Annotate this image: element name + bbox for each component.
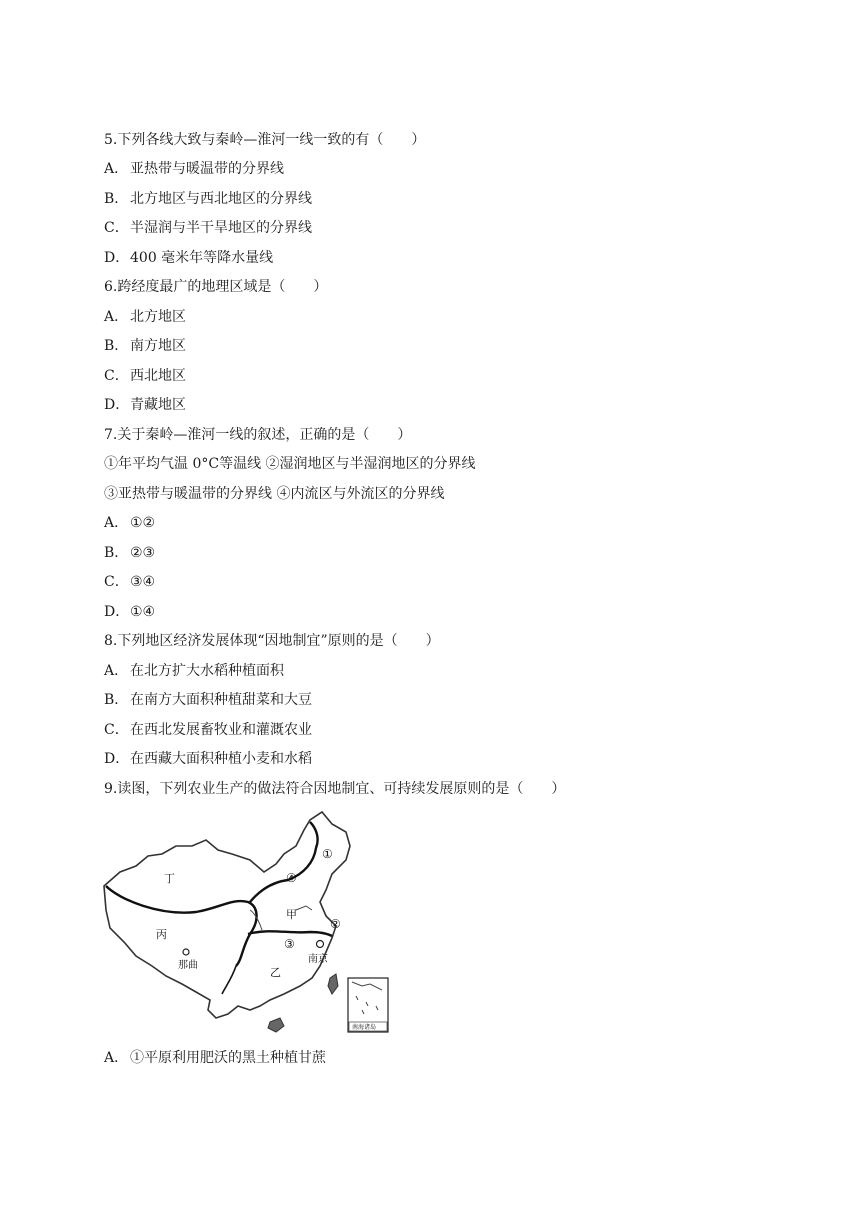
option-text: ①④ bbox=[130, 604, 156, 620]
question-7-stem: 7.关于秦岭—淮河一线的叙述，正确的是（ ） bbox=[104, 427, 412, 443]
option-letter: A． bbox=[104, 515, 129, 531]
label-circled-1: ① bbox=[322, 847, 333, 861]
q6-option-b bbox=[104, 336, 186, 356]
option-letter: A． bbox=[104, 309, 129, 325]
option-text: 亚热带与暖温带的分界线 bbox=[130, 161, 284, 177]
question-6-stem: 6.跨经度最广的地理区域是（ ） bbox=[104, 279, 328, 295]
q6-option-a bbox=[104, 307, 186, 327]
option-letter: D． bbox=[104, 751, 130, 767]
option-text: 半湿润与半干旱地区的分界线 bbox=[130, 220, 312, 236]
q6-option-c bbox=[104, 366, 186, 386]
q5-option-b bbox=[104, 189, 312, 209]
label-circled-3: ③ bbox=[284, 937, 295, 951]
option-letter: B． bbox=[104, 545, 129, 561]
q5-option-a bbox=[104, 159, 284, 179]
interior-line bbox=[296, 906, 312, 910]
option-text: 北方地区与西北地区的分界线 bbox=[130, 191, 312, 207]
option-letter: D． bbox=[104, 604, 130, 620]
question-5-stem: 5.下列各线大致与秦岭—淮河一线一致的有（ ） bbox=[104, 132, 426, 148]
option-letter: A． bbox=[104, 161, 129, 177]
label-jia: 甲 bbox=[286, 908, 297, 921]
q6-option-d bbox=[104, 395, 186, 415]
q9-option-a bbox=[104, 1048, 326, 1068]
question-8-stem: 8.下列地区经济发展体现“因地制宜”原则的是（ ） bbox=[104, 633, 440, 649]
option-text: ①② bbox=[130, 515, 156, 531]
boundary-qingzang-south bbox=[222, 966, 236, 994]
china-region-map bbox=[100, 810, 396, 1036]
china-outline bbox=[104, 812, 350, 1018]
inset-caption: 南海诸岛 bbox=[352, 1024, 377, 1031]
option-text: 西北地区 bbox=[130, 368, 186, 384]
q8-option-a bbox=[104, 661, 284, 681]
boundary-qinling-huaihe bbox=[248, 931, 332, 936]
option-text: 在西藏大面积种植小麦和水稻 bbox=[130, 751, 312, 767]
q5-option-c bbox=[104, 218, 312, 238]
naqu-dot bbox=[183, 949, 189, 955]
hainan-island bbox=[268, 1018, 284, 1032]
option-letter: D． bbox=[104, 250, 130, 266]
option-letter: A． bbox=[104, 663, 129, 679]
option-text: ①平原利用肥沃的黑土种植甘蔗 bbox=[130, 1050, 326, 1066]
taiwan-island bbox=[328, 974, 338, 994]
q7-option-c bbox=[104, 572, 155, 592]
boundary-northwest-qingzang bbox=[106, 886, 257, 966]
label-circled-2: ② bbox=[330, 917, 341, 931]
boundary-north-northwest bbox=[250, 822, 318, 902]
q7-statement-2: ③亚热带与暖温带的分界线 ④内流区与外流区的分界线 bbox=[104, 486, 445, 502]
option-letter: B． bbox=[104, 338, 129, 354]
option-text: 在西北发展畜牧业和灌溉农业 bbox=[130, 722, 312, 738]
option-text: 在南方大面积种植甜菜和大豆 bbox=[130, 692, 312, 708]
option-text: ②③ bbox=[130, 545, 156, 561]
option-letter: B． bbox=[104, 692, 129, 708]
label-yi: 乙 bbox=[270, 966, 281, 979]
option-text: 青藏地区 bbox=[130, 397, 186, 413]
option-text: 南方地区 bbox=[130, 338, 186, 354]
option-letter: B． bbox=[104, 191, 129, 207]
q7-option-d bbox=[104, 602, 155, 622]
q8-option-c bbox=[104, 720, 312, 740]
option-text: ③④ bbox=[130, 574, 156, 590]
q7-option-a bbox=[104, 513, 155, 533]
option-text: 北方地区 bbox=[130, 309, 186, 325]
option-letter: C． bbox=[104, 368, 129, 384]
q8-option-b bbox=[104, 690, 312, 710]
q7-option-b bbox=[104, 543, 155, 563]
q7-statement-1: ①年平均气温 0°C等温线 ②湿润地区与半湿润地区的分界线 bbox=[104, 456, 476, 472]
nanjing-dot bbox=[317, 941, 324, 948]
option-letter: C． bbox=[104, 220, 129, 236]
option-letter: D． bbox=[104, 397, 130, 413]
option-letter: A． bbox=[104, 1050, 129, 1066]
label-circled-4: ④ bbox=[286, 871, 297, 885]
question-9-stem: 9.读图，下列农业生产的做法符合因地制宜、可持续发展原则的是（ ） bbox=[104, 781, 566, 797]
label-ding: 丁 bbox=[164, 872, 175, 885]
q8-option-d bbox=[104, 749, 312, 769]
option-letter: C． bbox=[104, 722, 129, 738]
q5-option-d bbox=[104, 248, 273, 268]
label-naqu: 那曲 bbox=[178, 960, 198, 971]
label-nanjing: 南京 bbox=[308, 954, 328, 965]
option-letter: C． bbox=[104, 574, 129, 590]
option-text: 在北方扩大水稻种植面积 bbox=[130, 663, 284, 679]
option-text: 400 毫米年等降水量线 bbox=[130, 250, 274, 266]
label-bing: 丙 bbox=[156, 928, 167, 941]
